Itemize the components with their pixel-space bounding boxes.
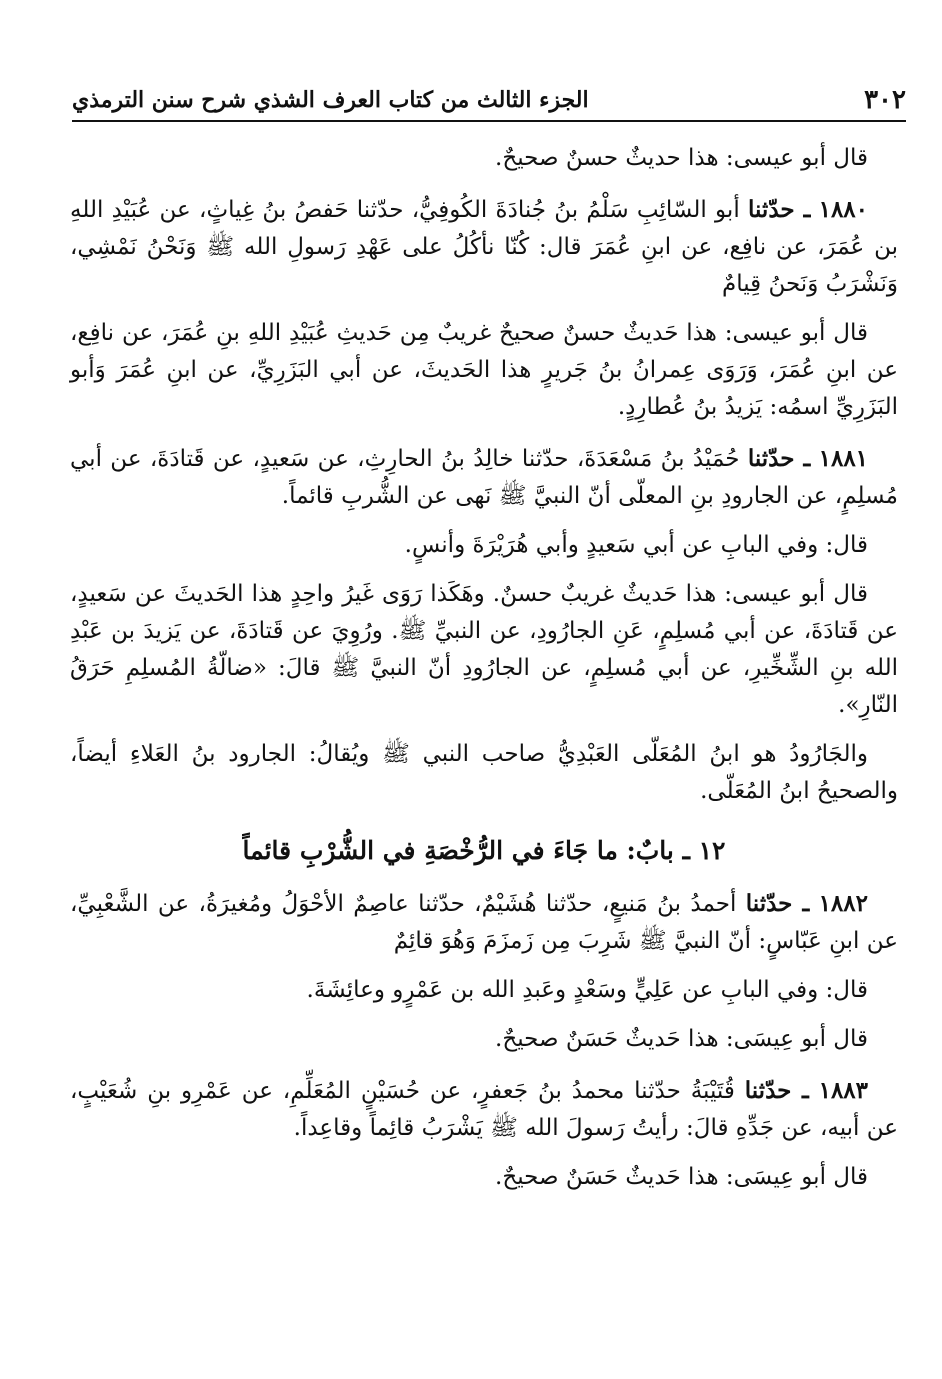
paragraph-text: قال: وفي البابِ عن عَلِيٍّ وسَعْدٍ وعَبدِ الله بن عَمْرٍو وعائِشَةَ. [306, 977, 868, 1003]
paragraph-text: قُتَيْبَةُ حدّثنا محمدُ بنُ جَعفرٍ، عن حُسَيْنٍ المُعَلِّمِ، عن عَمْرِو بنِ شُعَيْبٍ، عن أبيه، عن جَدِّهِ قالَ: رأيتُ رَسولَ الله ﷺ يَشْرَبُ قائِماً وقاعِداً. [70, 1078, 898, 1141]
page-header [72, 80, 906, 122]
page-number: ٣٠٢ [864, 85, 906, 115]
comment-paragraph [70, 527, 898, 564]
hadith-lead-word: حدّثنا [747, 445, 795, 472]
comment-paragraph [70, 1159, 898, 1196]
hadith-paragraph: ١٨٨٠ ـ حدّثنا أبو السّائِبِ سَلْمُ بنُ جُنادَةَ الكُوفِيُّ، حدّثنا حَفصُ بنُ غِياثٍ، عن عُبَيْدِ اللهِ بن عُمَرَ، عن نافِع، عن ابنِ عُمَرَ قال: كُنّا نأكُلُ على عَهْدِ رَسولِ الله ﷺ وَنَحْنُ نَمْشِي، وَنَشْرَبُ وَنَحنُ قِيامٌ [70, 196, 898, 297]
comment-paragraph [70, 736, 898, 810]
paragraph-text: قال أبو عيسى: هذا حديثٌ حسنٌ صحيحٌ. [495, 145, 868, 171]
paragraph-text: قال أبو عِيسَى: هذا حَديثٌ حَسَنٌ صحيحٌ. [495, 1026, 868, 1052]
paragraph-text: والجَارُودُ هو ابنُ المُعَلّى العَبْدِيُّ صاحب النبي ﷺ ويُقالُ: الجارود بنُ العَلاءِ أيضاً، والصحيحُ ابنُ المُعَلّى. [70, 741, 898, 804]
paragraph-text: أبو السّائِبِ سَلْمُ بنُ جُنادَةَ الكُوفِيُّ، حدّثنا حَفصُ بنُ غِياثٍ، عن عُبَيْدِ اللهِ بن عُمَرَ، عن نافِع، عن ابنِ عُمَرَ قال: كُنّا نأكُلُ على عَهْدِ رَسولِ الله ﷺ وَنَحْنُ نَمْشِي، وَنَشْرَبُ وَنَحنُ قِيامٌ [70, 197, 898, 297]
hadith-paragraph: ١٨٨٣ ـ حدّثنا قُتَيْبَةُ حدّثنا محمدُ بنُ جَعفرٍ، عن حُسَيْنٍ المُعَلِّمِ، عن عَمْرِو بنِ شُعَيْبٍ، عن أبيه، عن جَدِّهِ قالَ: رأيتُ رَسولَ الله ﷺ يَشْرَبُ قائِماً وقاعِداً. [70, 1077, 898, 1141]
comment-paragraph [70, 576, 898, 724]
chapter-heading: ١٢ ـ بابٌ: ما جَاءَ في الرُّخْصَةِ في الشُّرْبِ قائماً [242, 836, 726, 865]
hadith-lead-word: حدّثنا [745, 890, 793, 917]
hadith-paragraph: ١٨٨٢ ـ حدّثنا أحمدُ بنُ مَنيعٍ، حدّثنا هُشَيْمٌ، حدّثنا عاصِمٌ الأحْوَلُ ومُغيرَةُ، عن الشَّعْبِيِّ، عن ابنِ عَبّاسٍ: أنّ النبيَّ ﷺ شَرِبَ مِن زَمزَمَ وَهُوَ قائِمٌ [70, 890, 898, 954]
paragraph-text: حُمَيْدُ بنُ مَسْعَدَةَ، حدّثنا خالِدُ بنُ الحارِثِ، عن سَعيدٍ، عن قَتادَةَ، عن أبي مُسلِمٍ، عن الجارودِ بنِ المعلّى أنّ النبيَّ ﷺ نَهى عن الشُّربِ قائماً. [70, 446, 898, 509]
running-title: الجزء الثالث من كتاب العرف الشذي شرح سنن الترمذي [72, 87, 589, 113]
page-body [70, 140, 898, 1208]
comment-paragraph [70, 1021, 898, 1058]
paragraph-text: قال أبو عيسى: هذا حَديثٌ غريبٌ حسنٌ. وهَكَذا رَوَى غَيرُ واحِدٍ هذا الحَديثَ عن سَعيدٍ، عن قَتادَةَ، عن أبي مُسلِمٍ، عَنِ الجارُودِ، عن النبيِّ ﷺ. ورُوِيَ عن قَتادَةَ، عن يَزيدَ بن عَبْدِ الله بنِ الشِّخِّيرِ، عن أبي مُسلِمٍ، عن الجارُودِ أنّ النبيَّ ﷺ قالَ: «ضالّةُ المُسلِمِ حَرَقُ النّارِ». [70, 581, 898, 718]
paragraph-text: قال أبو عيسى: هذا حَديثٌ حسنٌ صحيحٌ غريبٌ مِن حَديثِ عُبَيْدِ اللهِ بنِ عُمَرَ، عن نافِع، عن ابنِ عُمَرَ، وَرَوَى عِمرانُ بنُ جَريرٍ هذا الحَديثَ، عن أبي البَزَرِيِّ، عن ابنِ عُمَرَ وَأبو البَزَرِيِّ اسمُه: يَزيدُ بنُ عُطارِدٍ. [70, 320, 898, 420]
paragraph-text: قال أبو عِيسَى: هذا حَديثٌ حَسَنٌ صحيحٌ. [495, 1164, 868, 1190]
comment-paragraph [70, 315, 898, 426]
hadith-number: ١٨٨٠ [818, 196, 869, 223]
hadith-lead-word: حدّثنا [744, 1077, 792, 1104]
hadith-lead-word: حدّثنا [747, 196, 795, 223]
paragraph-text: أحمدُ بنُ مَنيعٍ، حدّثنا هُشَيْمٌ، حدّثنا عاصِمٌ الأحْوَلُ ومُغيرَةُ، عن الشَّعْبِيِّ، عن ابنِ عَبّاسٍ: أنّ النبيَّ ﷺ شَرِبَ مِن زَمزَمَ وَهُوَ قائِمٌ [70, 891, 898, 954]
paragraph-text: قال: وفي البابِ عن أبي سَعيدٍ وأبي هُرَيْرَةَ وأنسٍ. [404, 532, 868, 558]
comment-paragraph [70, 972, 898, 1009]
comment-paragraph [70, 140, 898, 177]
hadith-number: ١٨٨٢ [818, 890, 868, 917]
hadith-number: ١٨٨٣ [818, 1077, 869, 1104]
hadith-paragraph: ١٨٨١ ـ حدّثنا حُمَيْدُ بنُ مَسْعَدَةَ، حدّثنا خالِدُ بنُ الحارِثِ، عن سَعيدٍ، عن قَتادَةَ، عن أبي مُسلِمٍ، عن الجارودِ بنِ المعلّى أنّ النبيَّ ﷺ نَهى عن الشُّربِ قائماً. [70, 445, 898, 509]
hadith-number: ١٨٨١ [818, 445, 869, 472]
